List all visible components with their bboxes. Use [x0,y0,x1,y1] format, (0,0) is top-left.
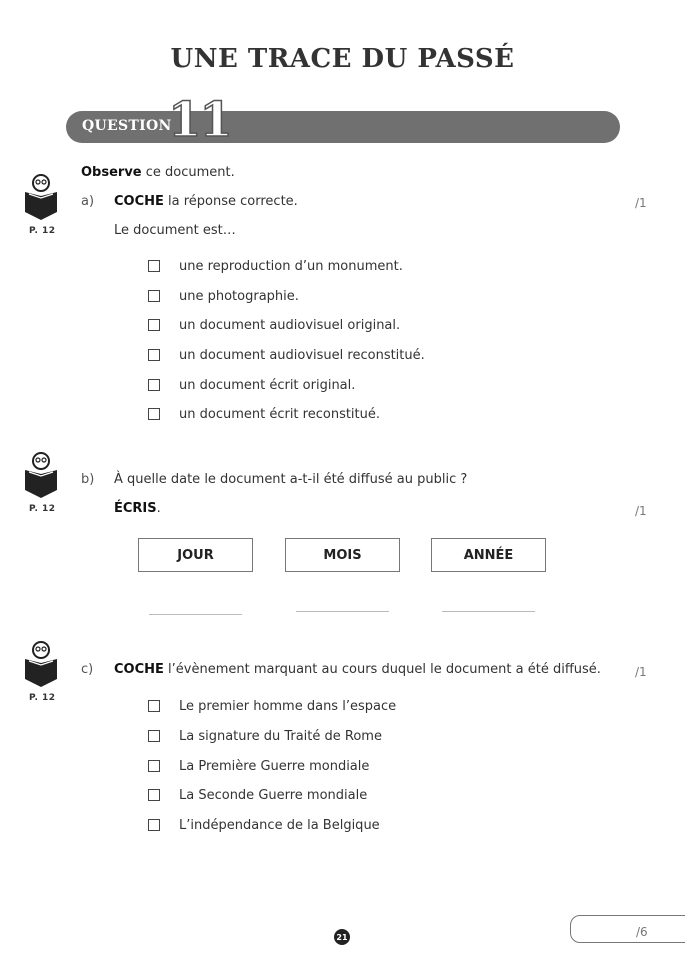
page-reference: P. 12 [29,693,56,703]
instruction-b-bold: ÉCRIS [114,501,157,516]
option-a-0: une reproduction d’un monument. [179,259,403,274]
checkbox-c-4[interactable] [148,819,160,831]
score-b: /1 [635,504,647,518]
option-c-4: L’indépendance de la Belgique [179,818,380,833]
item-letter-a: a) [81,194,95,209]
instruction-b [114,501,161,516]
checkbox-a-0[interactable] [148,260,160,272]
option-c-0: Le premier homme dans l’espace [179,699,397,714]
checkbox-c-1[interactable] [148,730,160,742]
reader-book-icon [24,639,58,691]
instruction-a-rest: la réponse correcte. [163,194,298,209]
option-c-3: La Seconde Guerre mondiale [179,788,368,803]
option-a-3: un document audiovisuel reconstitué. [179,348,425,363]
total-score-box [570,915,685,943]
checkbox-a-3[interactable] [148,349,160,361]
year-answer-line[interactable] [442,611,535,612]
checkbox-c-3[interactable] [148,789,160,801]
option-a-2: un document audiovisuel original. [179,318,401,333]
checkbox-a-2[interactable] [148,319,160,331]
item-letter-c: c) [81,662,94,677]
observe-rest: ce document. [141,165,235,180]
instruction-c-rest: l’évènement marquant au cours duquel le document a été diffusé. [163,662,601,677]
question-label: QUESTION [82,118,172,134]
reader-book-icon [24,172,58,224]
page-title: UNE TRACE DU PASSÉ [170,44,515,74]
instruction-c [114,662,601,677]
checkbox-c-2[interactable] [148,760,160,772]
year-header-box: ANNÉE [431,538,546,572]
option-a-4: un document écrit original. [179,378,356,393]
total-score: /6 [636,925,648,939]
observe-bold: Observe [81,165,142,180]
checkbox-a-4[interactable] [148,379,160,391]
page-reference: P. 12 [29,226,56,236]
instruction-c-bold: COCHE [114,662,164,677]
question-b: À quelle date le document a-t-il été diffusé au public ? [114,472,468,487]
checkbox-a-5[interactable] [148,408,160,420]
option-c-2: La Première Guerre mondiale [179,759,370,774]
checkbox-a-1[interactable] [148,290,160,302]
page-number: 21 [334,929,350,945]
checkbox-c-0[interactable] [148,700,160,712]
prompt-a: Le document est… [114,223,236,238]
option-c-1: La signature du Traité de Rome [179,729,382,744]
question-number: 11 [168,92,231,148]
instruction-a-bold: COCHE [114,194,164,209]
observe-instruction [81,165,235,180]
instruction-a [114,194,298,209]
item-letter-b: b) [81,472,95,487]
month-answer-line[interactable] [296,611,389,612]
score-a: /1 [635,196,647,210]
page-reference: P. 12 [29,504,56,514]
option-a-1: une photographie. [179,289,299,304]
option-a-5: un document écrit reconstitué. [179,407,381,422]
month-header-box: MOIS [285,538,400,572]
instruction-b-rest: . [156,501,161,516]
reader-book-icon [24,450,58,502]
day-header-box: JOUR [138,538,253,572]
score-c: /1 [635,665,647,679]
day-answer-line[interactable] [149,614,242,615]
